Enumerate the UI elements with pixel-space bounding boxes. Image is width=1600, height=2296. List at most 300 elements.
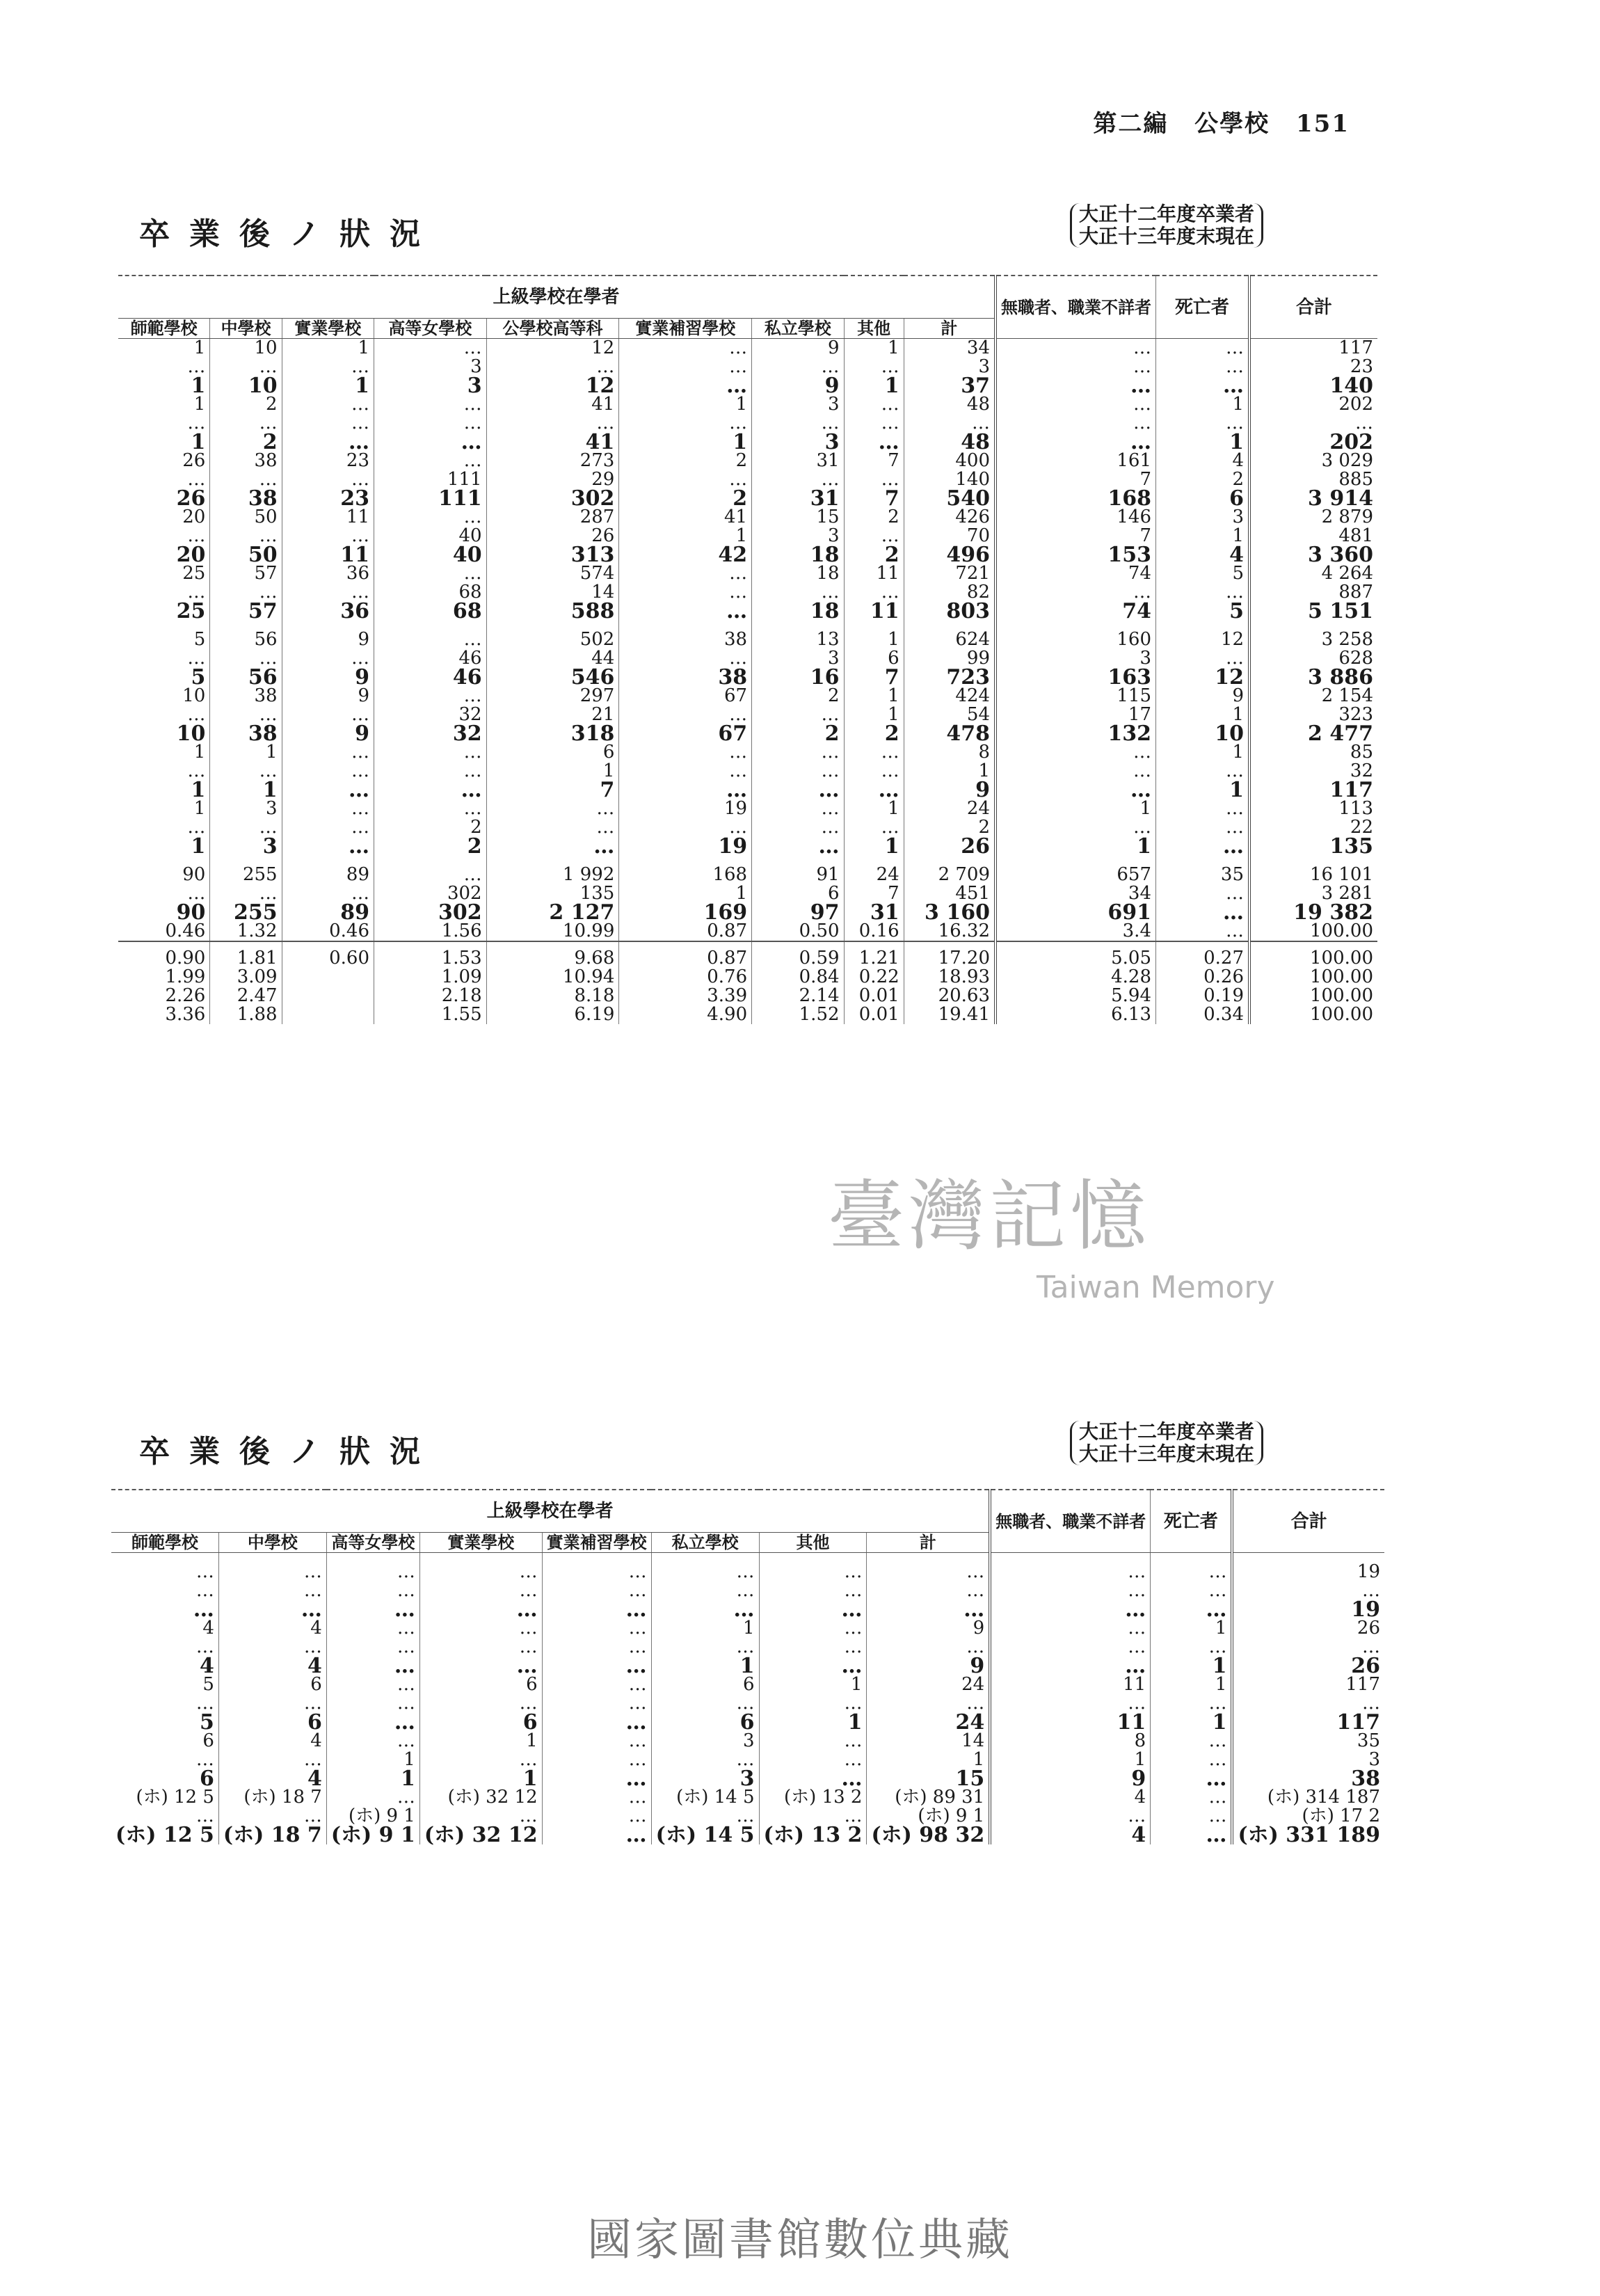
table-cell: 3 bbox=[752, 395, 844, 414]
table-cell: 424 bbox=[904, 687, 995, 705]
table-cell: 297 bbox=[486, 687, 619, 705]
table-cell: … bbox=[118, 414, 210, 433]
table-cell: … bbox=[210, 358, 282, 376]
table-cell: 10 bbox=[210, 376, 282, 395]
table-cell: … bbox=[326, 1675, 419, 1694]
table-cell: 0.87 bbox=[619, 922, 752, 941]
table-cell: 1 bbox=[844, 687, 904, 705]
table-row bbox=[118, 527, 1377, 545]
table-cell: 67 bbox=[619, 687, 752, 705]
percentage-cell: 100.00 bbox=[1310, 985, 1373, 1006]
table-cell: 25 bbox=[118, 602, 210, 621]
table-cell: 9 bbox=[990, 1769, 1151, 1788]
col-header-0: 師範學校 bbox=[118, 319, 210, 339]
col-header-6: 私立學校 bbox=[752, 319, 844, 339]
table-cell: (ホ) 12 5 bbox=[111, 1826, 218, 1844]
table-cell: 302 bbox=[486, 489, 619, 508]
table-cell: 3 bbox=[210, 837, 282, 856]
table-cell: … bbox=[542, 1769, 651, 1788]
table-cell: 6 bbox=[111, 1769, 218, 1788]
table-cell: 12 bbox=[486, 376, 619, 395]
table-cell: 273 bbox=[486, 452, 619, 470]
table-cell: … bbox=[210, 705, 282, 724]
table-cell: 19 bbox=[619, 799, 752, 818]
table-cell: 18 bbox=[752, 545, 844, 564]
table-cell: 50 bbox=[210, 545, 282, 564]
table-cell: 1 bbox=[118, 781, 210, 799]
table-cell: 3 bbox=[651, 1732, 759, 1751]
table-cell: 19 bbox=[1351, 1597, 1380, 1622]
table-cell: 2 bbox=[844, 724, 904, 743]
table-cell: 7 bbox=[844, 884, 904, 903]
percentage-cell: 2.18 bbox=[374, 987, 487, 1005]
table-cell: … bbox=[752, 358, 844, 376]
table-row bbox=[118, 856, 1377, 884]
table-cell: … bbox=[995, 781, 1156, 799]
table-cell: … bbox=[542, 1619, 651, 1638]
table-cell: … bbox=[111, 1553, 218, 1582]
table-cell: 111 bbox=[374, 470, 487, 489]
table-cell: … bbox=[374, 621, 487, 649]
table-cell: 100.00 bbox=[1310, 920, 1373, 941]
table-cell: 400 bbox=[904, 452, 995, 470]
table-cell: … bbox=[282, 837, 374, 856]
table-cell: 657 bbox=[995, 856, 1156, 884]
table-cell: … bbox=[619, 470, 752, 489]
table-cell: … bbox=[1362, 1636, 1380, 1657]
table-cell: (ホ) 17 2 bbox=[1302, 1805, 1380, 1826]
table-cell: … bbox=[1151, 1638, 1233, 1657]
table-cell: 1 bbox=[844, 376, 904, 395]
table-cell: … bbox=[326, 1619, 419, 1638]
table-cell: 21 bbox=[486, 705, 619, 724]
table-cell: 68 bbox=[374, 583, 487, 602]
table-cell: … bbox=[844, 762, 904, 781]
table-cell: … bbox=[995, 395, 1156, 414]
table-row bbox=[118, 903, 1377, 922]
col-header-4: 公學校高等科 bbox=[486, 319, 619, 339]
table-cell: … bbox=[619, 414, 752, 433]
group-header-upper-school: 上級學校在學者 bbox=[118, 276, 995, 319]
table-cell: 4 bbox=[218, 1732, 326, 1751]
percentage-cell: 0.19 bbox=[1156, 987, 1250, 1005]
table-cell: … bbox=[1151, 1826, 1233, 1844]
table-cell: 3 bbox=[210, 799, 282, 818]
table-cell: … bbox=[844, 358, 904, 376]
table-cell: 2 bbox=[752, 724, 844, 743]
table-cell: … bbox=[486, 818, 619, 837]
table-cell: 161 bbox=[995, 452, 1156, 470]
table-cell: 19 bbox=[1357, 1561, 1380, 1582]
table-cell: 89 bbox=[282, 903, 374, 922]
table-cell: 163 bbox=[995, 668, 1156, 687]
percentage-cell: 2.47 bbox=[210, 987, 282, 1005]
table-cell: … bbox=[752, 762, 844, 781]
table-cell: … bbox=[218, 1553, 326, 1582]
table-cell: 48 bbox=[904, 395, 995, 414]
table-cell: 803 bbox=[904, 602, 995, 621]
table-cell: … bbox=[218, 1807, 326, 1826]
table-cell: 3 029 bbox=[1321, 450, 1373, 471]
table-cell: 8 bbox=[990, 1732, 1151, 1751]
percentage-cell bbox=[282, 1005, 374, 1024]
col-header-2-4: 實業補習學校 bbox=[542, 1533, 651, 1553]
table-cell: 42 bbox=[619, 545, 752, 564]
table-cell: 38 bbox=[210, 724, 282, 743]
table-cell: 34 bbox=[995, 884, 1156, 903]
percentage-cell: 4.90 bbox=[619, 1005, 752, 1024]
table-cell: 32 bbox=[374, 705, 487, 724]
table-cell: … bbox=[619, 649, 752, 668]
table-cell: … bbox=[1156, 376, 1250, 395]
table-cell: … bbox=[759, 1619, 867, 1638]
percentage-cell: 0.60 bbox=[282, 941, 374, 968]
table-cell: 6 bbox=[1156, 489, 1250, 508]
col-header-2-5: 私立學校 bbox=[651, 1533, 759, 1553]
table-cell: … bbox=[651, 1694, 759, 1713]
table-row bbox=[118, 705, 1377, 724]
table-cell: 1 bbox=[1156, 743, 1250, 762]
table-cell: 34 bbox=[904, 339, 995, 358]
table-row bbox=[118, 414, 1377, 433]
table-cell: 3 bbox=[1368, 1749, 1380, 1770]
table-cell: … bbox=[1151, 1751, 1233, 1769]
table-cell: (ホ) 9 1 bbox=[326, 1826, 419, 1844]
table-cell: 1 bbox=[326, 1769, 419, 1788]
table-cell: 4 bbox=[218, 1657, 326, 1675]
table-cell: 24 bbox=[867, 1675, 990, 1694]
table-cell: 2 879 bbox=[1321, 507, 1373, 527]
table-cell: … bbox=[218, 1751, 326, 1769]
table-cell: 6 bbox=[844, 649, 904, 668]
table-cell: 6 bbox=[419, 1713, 542, 1732]
table-cell: … bbox=[990, 1807, 1151, 1826]
table-cell: … bbox=[210, 583, 282, 602]
percentage-cell: 0.22 bbox=[844, 968, 904, 987]
table-cell: 22 bbox=[1350, 817, 1373, 838]
table-cell: … bbox=[844, 743, 904, 762]
table-cell: … bbox=[326, 1694, 419, 1713]
table-cell: … bbox=[282, 884, 374, 903]
table-cell: 117 bbox=[1338, 337, 1373, 358]
table-cell: 3 bbox=[752, 527, 844, 545]
percentage-cell: 10.94 bbox=[486, 968, 619, 987]
table-row bbox=[118, 583, 1377, 602]
table-cell: (ホ) 32 12 bbox=[419, 1788, 542, 1807]
table-cell: 2 bbox=[619, 452, 752, 470]
table-cell: 9 bbox=[282, 621, 374, 649]
table-cell: 1 bbox=[904, 762, 995, 781]
table-cell: … bbox=[1156, 799, 1250, 818]
table-cell: (ホ) 13 2 bbox=[759, 1826, 867, 1844]
table-cell: 4 bbox=[111, 1657, 218, 1675]
table-cell: … bbox=[542, 1638, 651, 1657]
table-cell: … bbox=[844, 781, 904, 799]
table-cell: … bbox=[1151, 1807, 1233, 1826]
table-cell: … bbox=[486, 799, 619, 818]
table-cell: 97 bbox=[752, 903, 844, 922]
table-cell: … bbox=[1362, 1580, 1380, 1601]
col-header-unemployed-2: 無職者、職業不詳者 bbox=[990, 1490, 1151, 1553]
percentage-cell: 1.53 bbox=[374, 941, 487, 968]
table-cell: 135 bbox=[1329, 834, 1373, 859]
table-cell: … bbox=[619, 762, 752, 781]
table-cell: 3 914 bbox=[1308, 486, 1373, 511]
table-cell: 2 bbox=[844, 508, 904, 527]
table-cell: 1 bbox=[651, 1657, 759, 1675]
table-cell: … bbox=[995, 339, 1156, 358]
table-cell: … bbox=[1151, 1788, 1233, 1807]
table-cell: 15 bbox=[867, 1769, 990, 1788]
percentage-cell: 6.13 bbox=[995, 1005, 1156, 1024]
table-cell: … bbox=[990, 1600, 1151, 1619]
table-cell: … bbox=[759, 1732, 867, 1751]
table-cell: 313 bbox=[486, 545, 619, 564]
table-cell: … bbox=[374, 762, 487, 781]
table-cell: 1 bbox=[1156, 433, 1250, 452]
table-cell: 24 bbox=[904, 799, 995, 818]
table-cell: 48 bbox=[904, 433, 995, 452]
table-cell: 115 bbox=[995, 687, 1156, 705]
table-cell: 2 bbox=[752, 687, 844, 705]
section1-table bbox=[118, 275, 1377, 1024]
percentage-cell: 100.00 bbox=[1310, 1004, 1373, 1025]
table-cell: 25 bbox=[118, 564, 210, 583]
table-cell: 11 bbox=[844, 602, 904, 621]
table-cell: … bbox=[1151, 1769, 1233, 1788]
table-cell: 9 bbox=[867, 1657, 990, 1675]
percentage-cell: 0.90 bbox=[118, 941, 210, 968]
percentage-cell: 2.14 bbox=[752, 987, 844, 1005]
table-cell: 5 151 bbox=[1308, 599, 1373, 623]
table-cell: … bbox=[210, 470, 282, 489]
table-cell: … bbox=[374, 687, 487, 705]
col-header-7: 其他 bbox=[844, 319, 904, 339]
table-cell: 70 bbox=[904, 527, 995, 545]
table-cell: 588 bbox=[486, 602, 619, 621]
table-cell: … bbox=[619, 743, 752, 762]
table-row bbox=[118, 884, 1377, 903]
table-cell: 1 bbox=[759, 1675, 867, 1694]
table-row bbox=[111, 1657, 1384, 1675]
table-cell: … bbox=[419, 1694, 542, 1713]
table-cell: … bbox=[210, 414, 282, 433]
table-cell: 2 bbox=[904, 818, 995, 837]
table-cell: 2 127 bbox=[486, 903, 619, 922]
table-cell: 451 bbox=[904, 884, 995, 903]
table-cell: 3 bbox=[651, 1769, 759, 1788]
table-cell: … bbox=[542, 1581, 651, 1600]
table-cell: 2 bbox=[1156, 470, 1250, 489]
table-cell: 14 bbox=[486, 583, 619, 602]
table-cell: … bbox=[419, 1657, 542, 1675]
table-cell: … bbox=[619, 564, 752, 583]
table-cell: … bbox=[1151, 1553, 1233, 1582]
table-cell: 168 bbox=[995, 489, 1156, 508]
table-row bbox=[111, 1619, 1384, 1638]
percentage-cell: 3.39 bbox=[619, 987, 752, 1005]
table-cell: … bbox=[374, 452, 487, 470]
table-cell: (ホ) 331 189 bbox=[1238, 1823, 1380, 1847]
table-cell: (ホ) 18 7 bbox=[218, 1788, 326, 1807]
table-cell: … bbox=[995, 376, 1156, 395]
table-cell: 26 bbox=[486, 527, 619, 545]
table-cell: … bbox=[542, 1600, 651, 1619]
table-cell: 117 bbox=[1345, 1674, 1380, 1695]
section1-title: 卒業後ノ狀況 bbox=[139, 216, 440, 252]
table-cell: (ホ) 13 2 bbox=[759, 1788, 867, 1807]
table-cell: 16 bbox=[752, 668, 844, 687]
table-cell: 9 bbox=[904, 781, 995, 799]
table-cell: … bbox=[542, 1751, 651, 1769]
table-cell: 56 bbox=[210, 621, 282, 649]
table-cell: 1 bbox=[1151, 1713, 1233, 1732]
table-cell: … bbox=[326, 1553, 419, 1582]
table-cell: 6 bbox=[651, 1713, 759, 1732]
table-cell: … bbox=[844, 527, 904, 545]
table-cell: … bbox=[542, 1788, 651, 1807]
table-cell: 67 bbox=[619, 724, 752, 743]
table-cell: … bbox=[759, 1581, 867, 1600]
table-cell: … bbox=[326, 1657, 419, 1675]
table-row bbox=[111, 1826, 1384, 1844]
table-cell: 5 bbox=[111, 1675, 218, 1694]
table-cell: … bbox=[326, 1600, 419, 1619]
table-cell: … bbox=[990, 1619, 1151, 1638]
table-cell: … bbox=[486, 837, 619, 856]
table-cell: 4 bbox=[218, 1769, 326, 1788]
table-cell: 19 bbox=[619, 837, 752, 856]
table-cell: 9 bbox=[752, 376, 844, 395]
table-cell: … bbox=[1151, 1694, 1233, 1713]
table-cell: … bbox=[1156, 414, 1250, 433]
table-row bbox=[118, 762, 1377, 781]
table-cell: … bbox=[326, 1732, 419, 1751]
table-cell: 18 bbox=[752, 564, 844, 583]
table-cell: 90 bbox=[118, 903, 210, 922]
table-cell: … bbox=[651, 1581, 759, 1600]
table-cell: … bbox=[118, 583, 210, 602]
percentage-cell: 0.87 bbox=[619, 941, 752, 968]
table-row bbox=[118, 470, 1377, 489]
table-cell: 1 bbox=[210, 743, 282, 762]
table-cell: … bbox=[619, 358, 752, 376]
table-cell: 89 bbox=[282, 856, 374, 884]
table-cell: … bbox=[282, 705, 374, 724]
table-cell: 56 bbox=[210, 668, 282, 687]
table-cell: … bbox=[752, 818, 844, 837]
table-cell: 91 bbox=[752, 856, 844, 884]
percentage-cell: 9.68 bbox=[486, 941, 619, 968]
table-cell: … bbox=[759, 1657, 867, 1675]
table-row bbox=[118, 433, 1377, 452]
table-cell: 26 bbox=[1351, 1654, 1380, 1678]
table-cell: 0.46 bbox=[282, 922, 374, 941]
table-cell: 117 bbox=[1336, 1710, 1380, 1735]
percentage-cell: 20.63 bbox=[904, 987, 995, 1005]
table-cell: … bbox=[374, 743, 487, 762]
table-cell: 1 bbox=[844, 799, 904, 818]
table-cell: 82 bbox=[904, 583, 995, 602]
table-cell: 318 bbox=[486, 724, 619, 743]
table-cell: … bbox=[1156, 837, 1250, 856]
table-cell: 38 bbox=[1351, 1767, 1380, 1791]
percentage-row bbox=[118, 968, 1377, 987]
percentage-cell bbox=[282, 968, 374, 987]
table-cell: … bbox=[1362, 1693, 1380, 1714]
table-cell: 50 bbox=[210, 508, 282, 527]
table-row bbox=[111, 1675, 1384, 1694]
percentage-row bbox=[118, 1005, 1377, 1024]
table-cell: 9 bbox=[282, 724, 374, 743]
table-cell: 132 bbox=[995, 724, 1156, 743]
table-row bbox=[118, 668, 1377, 687]
table-cell: 3 bbox=[995, 649, 1156, 668]
table-cell: 20 bbox=[118, 508, 210, 527]
section2-note-line2: 大正十三年度末現在 bbox=[1079, 1442, 1255, 1465]
percentage-cell: 2.26 bbox=[118, 987, 210, 1005]
table-cell: 41 bbox=[486, 395, 619, 414]
section2-title: 卒業後ノ狀況 bbox=[139, 1434, 440, 1469]
col-header-unemployed: 無職者、職業不詳者 bbox=[995, 276, 1156, 339]
table-cell: 16.32 bbox=[904, 922, 995, 941]
table-cell: … bbox=[619, 705, 752, 724]
table-cell: 74 bbox=[995, 564, 1156, 583]
table-cell: 3 bbox=[904, 358, 995, 376]
table-cell: 3 886 bbox=[1308, 665, 1373, 689]
table-cell: 1 bbox=[844, 837, 904, 856]
table-cell: … bbox=[619, 339, 752, 358]
table-cell: … bbox=[542, 1657, 651, 1675]
table-cell: … bbox=[752, 414, 844, 433]
table-row bbox=[111, 1788, 1384, 1807]
table-cell: … bbox=[218, 1600, 326, 1619]
table-cell: 302 bbox=[374, 903, 487, 922]
percentage-row bbox=[118, 941, 1377, 968]
percentage-cell: 0.27 bbox=[1156, 941, 1250, 968]
table-cell: … bbox=[419, 1619, 542, 1638]
table-row bbox=[118, 339, 1377, 358]
footer-archive-label: 國家圖書館數位典藏 bbox=[587, 2215, 1013, 2266]
table-cell: 68 bbox=[374, 602, 487, 621]
percentage-cell: 100.00 bbox=[1249, 941, 1377, 968]
table-cell: 0.16 bbox=[844, 922, 904, 941]
table-cell: … bbox=[867, 1638, 990, 1657]
header-chapter: 公學校 bbox=[1194, 110, 1270, 138]
table-cell: … bbox=[752, 470, 844, 489]
table-cell: … bbox=[282, 433, 374, 452]
table-cell: … bbox=[542, 1732, 651, 1751]
table-cell: 6 bbox=[752, 884, 844, 903]
table-cell: 202 bbox=[1329, 430, 1373, 454]
table-cell: 1 bbox=[118, 433, 210, 452]
table-cell: 36 bbox=[282, 602, 374, 621]
table-cell: … bbox=[282, 470, 374, 489]
table-cell: 10 bbox=[1156, 724, 1250, 743]
percentage-cell: 17.20 bbox=[904, 941, 995, 968]
table-row bbox=[118, 799, 1377, 818]
table-cell: … bbox=[995, 414, 1156, 433]
table-cell: … bbox=[759, 1751, 867, 1769]
table-cell: 40 bbox=[374, 545, 487, 564]
table-cell: … bbox=[374, 856, 487, 884]
table-row bbox=[118, 358, 1377, 376]
table-cell: 3 bbox=[752, 433, 844, 452]
table-cell: 160 bbox=[995, 621, 1156, 649]
table-row bbox=[111, 1600, 1384, 1619]
table-cell: … bbox=[1156, 583, 1250, 602]
table-cell: 3 bbox=[1156, 508, 1250, 527]
